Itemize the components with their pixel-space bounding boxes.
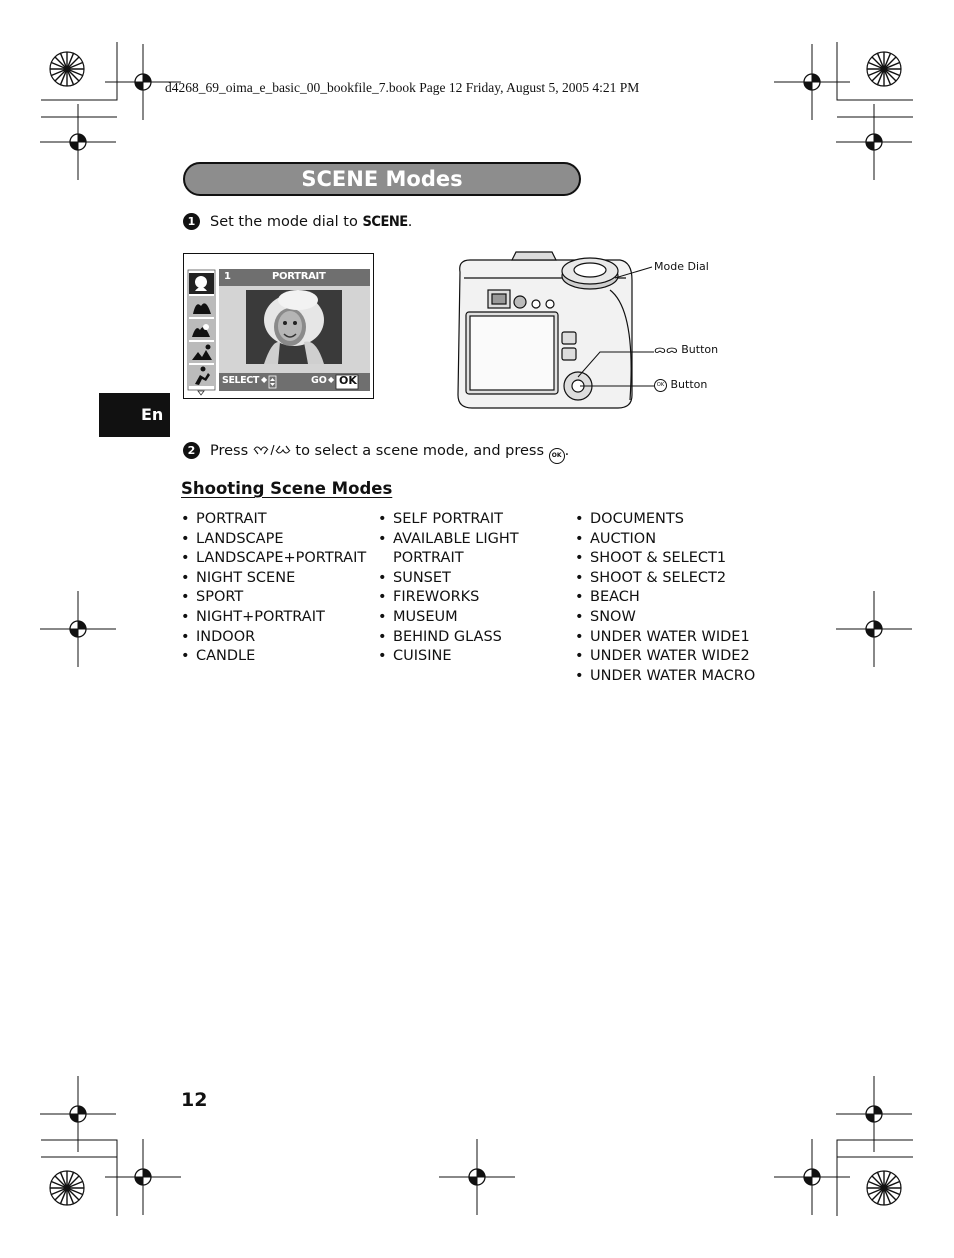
- print-header: d4268_69_oima_e_basic_00_bookfile_7.book Page 12 Friday, August 5, 2005 4:21 PM: [165, 80, 640, 95]
- list-item: • AVAILABLE LIGHT: [378, 530, 519, 550]
- list-item: • SHOOT & SELECT1: [575, 549, 755, 569]
- arrow-button-callout-text: Button: [681, 343, 719, 356]
- list-item: • LANDSCAPE: [181, 530, 366, 550]
- title-bar: [183, 162, 581, 196]
- language-tab: En: [99, 393, 170, 437]
- section-heading: Shooting Scene Modes: [181, 479, 393, 498]
- ok-button-callout: [654, 378, 707, 392]
- step-1-number: 1: [183, 213, 200, 230]
- list-item: • BEACH: [575, 588, 755, 608]
- list-item: • NIGHT+PORTRAIT: [181, 608, 366, 628]
- lcd-go-diamond-icon: ◆: [328, 375, 335, 384]
- step-1-text: [210, 214, 412, 230]
- list-item: • SHOOT & SELECT2: [575, 569, 755, 589]
- list-item: • CUISINE: [378, 647, 519, 667]
- list-item: • NIGHT SCENE: [181, 569, 366, 589]
- list-item: • PORTRAIT: [181, 510, 366, 530]
- lcd-select-label: SELECT: [222, 375, 259, 386]
- list-item: • SUNSET: [378, 569, 519, 589]
- list-item: • LANDSCAPE+PORTRAIT: [181, 549, 366, 569]
- callout-leader-lines: [560, 255, 660, 405]
- step-2-prefix: Press: [210, 443, 253, 459]
- scene-list-column-2: [378, 510, 519, 667]
- lcd-go-label: GO: [311, 375, 327, 386]
- up-down-arrow-icon: [253, 444, 291, 456]
- lcd-ok-label: OK: [339, 374, 357, 387]
- ok-menu-button-icon: OK: [549, 448, 565, 464]
- step-2-number: 2: [183, 442, 200, 459]
- list-item: • AUCTION: [575, 530, 755, 550]
- scene-list-column-3: [575, 510, 755, 686]
- lcd-screen-illustration: [183, 253, 374, 399]
- step-2-suffix: .: [564, 443, 570, 459]
- step-2-text: [210, 443, 569, 464]
- lcd-scene-index: 1: [224, 271, 231, 282]
- list-item: • UNDER WATER WIDE2: [575, 647, 755, 667]
- step-1-prefix: Set the mode dial to: [210, 214, 363, 230]
- list-item: • UNDER WATER MACRO: [575, 667, 755, 687]
- list-item: • CANDLE: [181, 647, 366, 667]
- up-down-arrow-icon: ᯅᯅ: [654, 343, 678, 356]
- list-item: • SELF PORTRAIT: [378, 510, 519, 530]
- page-title: SCENE Modes: [301, 167, 463, 191]
- list-item: • INDOOR: [181, 628, 366, 648]
- step-2-middle: to select a scene mode, and press: [290, 443, 549, 459]
- list-item: • SNOW: [575, 608, 755, 628]
- mode-dial-callout: Mode Dial: [654, 260, 709, 273]
- scene-mode-word: SCENE: [362, 214, 408, 230]
- lcd-select-diamond-icon: ◆: [261, 375, 268, 384]
- list-item: • MUSEUM: [378, 608, 519, 628]
- arrow-button-callout: [654, 342, 718, 357]
- list-item: • SPORT: [181, 588, 366, 608]
- list-item: • FIREWORKS: [378, 588, 519, 608]
- ok-button-callout-text: Button: [670, 378, 708, 391]
- list-item-continuation: PORTRAIT: [393, 550, 464, 567]
- step-1-suffix: .: [407, 214, 413, 230]
- scene-list-column-1: [181, 510, 366, 667]
- list-item: • UNDER WATER WIDE1: [575, 628, 755, 648]
- list-item: • DOCUMENTS: [575, 510, 755, 530]
- lcd-mode-name: PORTRAIT: [272, 271, 326, 282]
- list-item: • BEHIND GLASS: [378, 628, 519, 648]
- page-number: 12: [181, 1089, 208, 1111]
- ok-menu-button-icon: OK: [654, 379, 667, 392]
